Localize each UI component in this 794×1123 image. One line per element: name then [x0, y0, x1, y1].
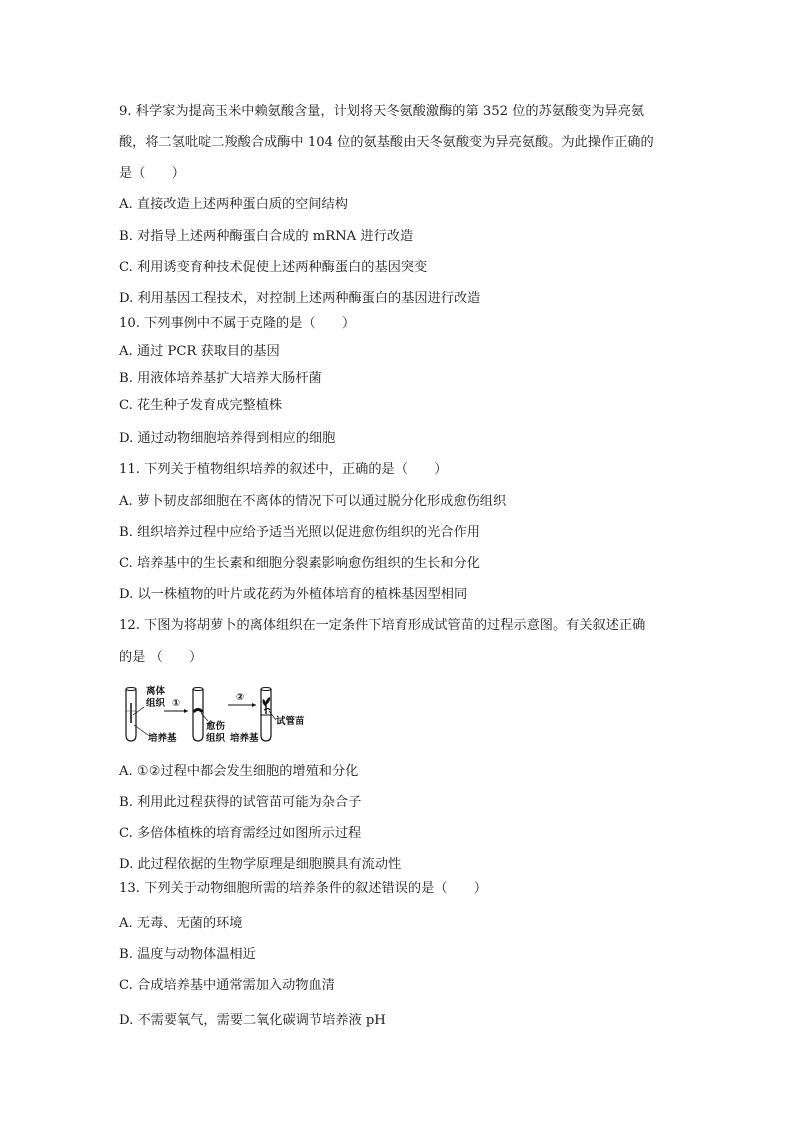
label-seedling: 试管苗 [276, 716, 305, 727]
q13-stem: 13. 下列关于动物细胞所需的培养条件的叙述错误的是（ ） [119, 881, 488, 896]
q11-option-a: A. 萝卜韧皮部细胞在不离体的情况下可以通过脱分化形成愈伤组织 [119, 494, 507, 509]
q13-option-c: C. 合成培养基中通常需加入动物血清 [119, 978, 335, 993]
q13-option-b: B. 温度与动物体温相近 [119, 947, 256, 962]
label-step-1: ① [172, 698, 181, 709]
q12-option-a: A. ①②过程中都会发生细胞的增殖和分化 [119, 764, 359, 779]
q12-stem-line1: 12. 下图为将胡萝卜的离体组织在一定条件下培育形成试管苗的过程示意图。有关叙述正确 [119, 618, 646, 633]
tissue-culture-diagram [118, 683, 318, 745]
q13-option-d: D. 不需要氧气，需要二氧化碳调节培养液 pH [119, 1013, 386, 1028]
q10-option-c: C. 花生种子发育成完整植株 [119, 398, 283, 413]
q11-option-c: C. 培养基中的生长素和细胞分裂素影响愈伤组织的生长和分化 [119, 556, 480, 571]
q12-option-c: C. 多倍体植株的培育需经过如图所示过程 [119, 826, 362, 841]
label-callus-2: 组织 [206, 733, 226, 744]
q10-stem: 10. 下列事例中不属于克隆的是（ ） [119, 316, 356, 331]
q12-option-d: D. 此过程依据的生物学原理是细胞膜具有流动性 [119, 857, 402, 872]
label-tissue-1: 离体 [146, 686, 166, 697]
q9-stem-line1: 9. 科学家为提高玉米中赖氨酸含量，计划将天冬氨酸激酶的第 352 位的苏氨酸变为异亮氨 [119, 104, 645, 119]
q12-stem-line2: 的是 （ ） [119, 650, 203, 665]
q12-option-b: B. 利用此过程获得的试管苗可能为杂合子 [119, 795, 362, 810]
q13-option-a: A. 无毒、无菌的环境 [119, 916, 243, 931]
q9-stem-line2: 酸，将二氢吡啶二羧酸合成酶中 104 位的氨基酸由天冬氨酸变为异亮氨酸。为此操作正确的 [119, 135, 654, 150]
label-medium-2: 培养基 [230, 733, 259, 744]
test-tube-2 [193, 688, 203, 742]
q10-option-a: A. 通过 PCR 获取目的基因 [119, 344, 280, 359]
q10-option-d: D. 通过动物细胞培养得到相应的细胞 [119, 431, 336, 446]
q9-option-a: A. 直接改造上述两种蛋白质的空间结构 [119, 197, 348, 212]
test-tube-3 [261, 688, 271, 742]
label-tissue-2: 组织 [146, 698, 166, 709]
q9-option-b: B. 对指导上述两种酶蛋白合成的 mRNA 进行改造 [119, 229, 414, 244]
q9-stem-line3: 是（ ） [119, 166, 185, 181]
label-step-2: ② [236, 692, 245, 703]
q10-option-b: B. 用液体培养基扩大培养大肠杆菌 [119, 371, 322, 386]
q11-option-b: B. 组织培养过程中应给予适当光照以促进愈伤组织的光合作用 [119, 525, 480, 540]
label-medium-1: 培养基 [148, 733, 177, 744]
label-callus-1: 愈伤 [206, 721, 226, 732]
q9-option-c: C. 利用诱变育种技术促使上述两种酶蛋白的基因突变 [119, 260, 428, 275]
q11-option-d: D. 以一株植物的叶片或花药为外植体培育的植株基因型相同 [119, 587, 468, 602]
q9-option-d: D. 利用基因工程技术，对控制上述两种酶蛋白的基因进行改造 [119, 291, 481, 306]
q11-stem: 11. 下列关于植物组织培养的叙述中，正确的是（ ） [119, 462, 448, 477]
